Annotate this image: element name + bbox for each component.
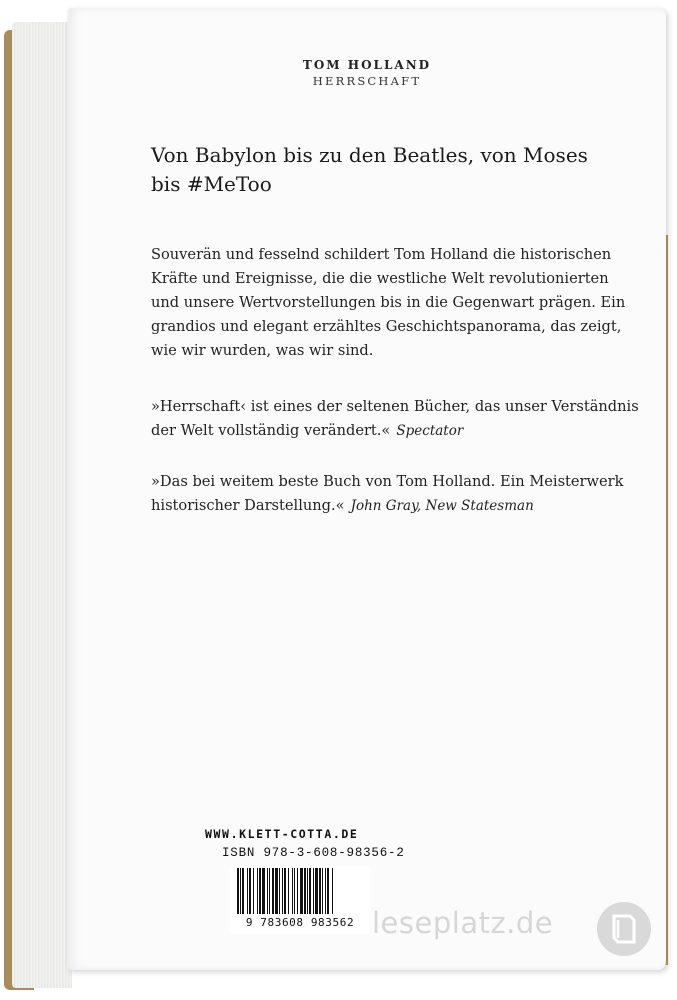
barcode-bar — [294, 868, 295, 914]
barcode-bar — [304, 868, 306, 914]
review-quote-1-text: »Herrschaft‹ ist eines der seltenen Bücher, das unser Verständnis der Welt vollständig verändert.« — [151, 398, 639, 439]
barcode-bar — [309, 868, 311, 914]
barcode-bar — [300, 868, 303, 914]
barcode-bar — [257, 868, 258, 914]
headline-line-2: bis #MeToo — [151, 172, 272, 196]
blurb-text: Souverän und fesselnd schildert Tom Holland die historischen Kräfte und Ereignisse, die die westliche Welt revolutionierten und unsere Wertvorstellungen bis in die Gegenwart prägen. Ein grandios und elegant erzähltes Geschichtspanorama, das zeigt, wie wir wurden, was wir sind. — [151, 246, 626, 359]
headline — [151, 141, 621, 199]
barcode — [230, 866, 370, 934]
book-title: HERRSCHAFT — [312, 74, 422, 88]
back-cover — [68, 8, 666, 970]
barcode-bar — [242, 868, 244, 914]
barcode-bar — [284, 868, 286, 914]
barcode-bar — [282, 868, 283, 914]
publisher-website: WWW.KLETT-COTTA.DE — [205, 827, 359, 841]
watermark-logo — [597, 902, 651, 956]
book-icon — [610, 913, 638, 945]
barcode-bar — [325, 868, 326, 914]
barcode-bar — [262, 868, 265, 914]
barcode-digits: 9 783608 983562 — [245, 916, 355, 929]
barcode-bar — [322, 868, 323, 914]
barcode-bar — [319, 868, 321, 914]
isbn-number: ISBN 978-3-608-98356-2 — [222, 846, 405, 860]
barcode-bar — [315, 868, 318, 914]
review-quote-2 — [151, 470, 651, 518]
review-quote-1 — [151, 395, 651, 443]
barcode-bars — [236, 868, 364, 914]
barcode-bar — [259, 868, 261, 914]
author-name: TOM HOLLAND — [302, 58, 432, 72]
barcode-bar — [247, 868, 248, 914]
barcode-bar — [269, 868, 270, 914]
book-pages-edge — [12, 22, 72, 988]
headline-line-1: Von Babylon bis zu den Beatles, von Moses — [151, 143, 588, 167]
barcode-bar — [332, 868, 333, 914]
barcode-bar — [249, 868, 251, 914]
barcode-bar — [327, 868, 329, 914]
review-quote-1-source: Spectator — [396, 423, 464, 439]
barcode-bar — [292, 868, 293, 914]
barcode-bar — [307, 868, 308, 914]
barcode-bar — [313, 868, 314, 914]
barcode-bar — [279, 868, 280, 914]
barcode-bar — [237, 868, 239, 914]
watermark-text: leseplatz.de — [372, 906, 554, 940]
review-quote-2-text: »Das bei weitem beste Buch von Tom Holland. Ein Meisterwerk historischer Darstellung.« — [151, 473, 624, 514]
barcode-bar — [253, 868, 254, 914]
barcode-bar — [240, 868, 241, 914]
barcode-bar — [272, 868, 274, 914]
barcode-bar — [297, 868, 298, 914]
barcode-bar — [275, 868, 278, 914]
barcode-bar — [267, 868, 268, 914]
barcode-bar — [288, 868, 289, 914]
review-quote-2-source: John Gray, New Statesman — [350, 498, 534, 514]
